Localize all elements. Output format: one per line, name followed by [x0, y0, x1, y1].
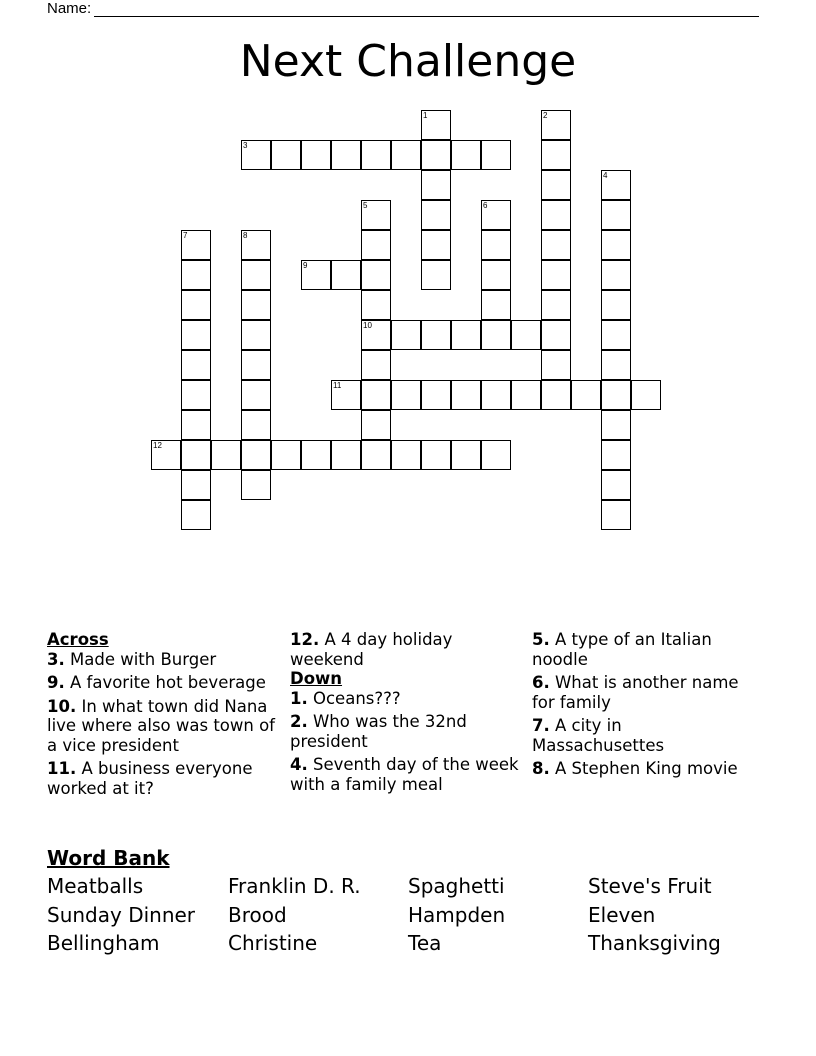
grid-cell[interactable] — [421, 170, 451, 200]
grid-cell[interactable] — [181, 380, 211, 410]
clue-text: A 4 day holiday weekend — [290, 630, 453, 669]
clue-number: 12. — [290, 630, 320, 649]
word-bank-item: Christine — [228, 931, 318, 955]
grid-cell[interactable] — [511, 320, 541, 350]
grid-cell[interactable] — [601, 230, 631, 260]
grid-cell[interactable] — [391, 440, 421, 470]
clue-number: 11. — [47, 759, 77, 778]
clue — [532, 759, 742, 779]
clue — [47, 650, 277, 670]
grid-cell[interactable] — [511, 380, 541, 410]
clue-text: Oceans??? — [307, 688, 401, 708]
clue — [532, 673, 742, 712]
clue-number: 7. — [532, 716, 550, 735]
grid-cell[interactable] — [241, 260, 271, 290]
grid-cell[interactable] — [451, 140, 481, 170]
grid-cell[interactable] — [421, 110, 451, 140]
clues-column-1 — [47, 630, 277, 802]
grid-cell[interactable] — [151, 440, 181, 470]
grid-cell[interactable] — [541, 200, 571, 230]
grid-cell[interactable] — [601, 350, 631, 380]
grid-cell[interactable] — [181, 290, 211, 320]
grid-cell[interactable] — [421, 260, 451, 290]
word-bank-item: Steve's Fruit — [588, 874, 712, 898]
grid-cell[interactable] — [481, 200, 511, 230]
grid-cell[interactable] — [541, 380, 571, 410]
grid-cell[interactable] — [241, 290, 271, 320]
clue-text: Seventh day of the week with a family meal — [290, 755, 519, 794]
clue-text: Who was the 32nd president — [290, 712, 467, 751]
grid-cell[interactable] — [601, 470, 631, 500]
grid-cell[interactable] — [361, 290, 391, 320]
grid-cell[interactable] — [601, 290, 631, 320]
clue-number: 3 — [243, 141, 248, 150]
clue-number: 7 — [183, 231, 188, 240]
grid-cell[interactable] — [601, 170, 631, 200]
grid-cell[interactable] — [541, 110, 571, 140]
grid-cell[interactable] — [601, 440, 631, 470]
grid-cell[interactable] — [181, 350, 211, 380]
grid-cell[interactable] — [181, 440, 211, 470]
grid-cell[interactable] — [481, 260, 511, 290]
grid-cell[interactable] — [241, 470, 271, 500]
grid-cell[interactable] — [601, 260, 631, 290]
grid-cell[interactable] — [451, 320, 481, 350]
grid-cell[interactable] — [481, 380, 511, 410]
clue — [290, 630, 520, 669]
grid-cell[interactable] — [541, 140, 571, 170]
grid-cell[interactable] — [421, 200, 451, 230]
grid-cell[interactable] — [361, 260, 391, 290]
grid-cell[interactable] — [181, 470, 211, 500]
name-field[interactable] — [47, 0, 759, 17]
grid-cell[interactable] — [481, 140, 511, 170]
clues-column-2 — [290, 630, 520, 798]
clue-text: A city in Massachusettes — [532, 716, 665, 755]
grid-cell[interactable] — [541, 260, 571, 290]
grid-cell[interactable] — [181, 260, 211, 290]
clue — [532, 716, 742, 755]
grid-cell[interactable] — [211, 440, 241, 470]
clue-number: 2 — [543, 111, 548, 120]
clue — [290, 689, 520, 709]
grid-cell[interactable] — [541, 170, 571, 200]
name-line[interactable] — [94, 2, 759, 17]
clue-number: 3. — [47, 649, 65, 669]
clue-number: 9 — [303, 261, 308, 270]
clue-text: What is another name for family — [532, 673, 739, 712]
grid-cell[interactable] — [421, 140, 451, 170]
grid-cell[interactable] — [241, 410, 271, 440]
word-bank-item: Spaghetti — [408, 874, 505, 898]
grid-cell[interactable] — [331, 140, 361, 170]
grid-cell[interactable] — [181, 500, 211, 530]
grid-cell[interactable] — [421, 380, 451, 410]
grid-cell[interactable] — [241, 350, 271, 380]
grid-cell[interactable] — [541, 290, 571, 320]
grid-cell[interactable] — [361, 440, 391, 470]
grid-cell[interactable] — [481, 230, 511, 260]
clue-text: A Stephen King movie — [549, 759, 738, 778]
grid-cell[interactable] — [631, 380, 661, 410]
grid-cell[interactable] — [481, 290, 511, 320]
clue — [290, 755, 520, 794]
word-bank-title: Word Bank — [47, 846, 170, 870]
clue-text: In what town did Nana live where also was town of a vice president — [47, 696, 275, 755]
grid-cell[interactable] — [241, 440, 271, 470]
grid-cell[interactable] — [331, 440, 361, 470]
grid-cell[interactable] — [181, 320, 211, 350]
clue-number: 10 — [363, 321, 372, 330]
grid-cell[interactable] — [361, 200, 391, 230]
down-header: Down — [290, 669, 343, 688]
word-bank-item: Hampden — [408, 903, 506, 927]
clue-number: 12 — [153, 441, 162, 450]
clue-number: 8. — [532, 759, 550, 778]
grid-cell[interactable] — [241, 140, 271, 170]
grid-cell[interactable] — [331, 380, 361, 410]
word-bank-item: Eleven — [588, 903, 656, 927]
clue-number: 4 — [603, 171, 608, 180]
grid-cell[interactable] — [271, 440, 301, 470]
grid-cell[interactable] — [451, 440, 481, 470]
clue-number: 8 — [243, 231, 248, 240]
grid-cell[interactable] — [571, 380, 601, 410]
grid-cell[interactable] — [271, 140, 301, 170]
word-bank-item: Bellingham — [47, 931, 160, 955]
grid-cell[interactable] — [481, 320, 511, 350]
grid-cell[interactable] — [451, 380, 481, 410]
clue-number: 5. — [532, 630, 550, 649]
grid-cell[interactable] — [361, 410, 391, 440]
across-header: Across — [47, 630, 109, 649]
word-bank-item: Meatballs — [47, 874, 144, 898]
grid-cell[interactable] — [601, 410, 631, 440]
clue — [47, 759, 277, 798]
word-bank-item: Tea — [408, 931, 442, 955]
clue — [290, 712, 520, 751]
grid-cell[interactable] — [541, 320, 571, 350]
grid-cell[interactable] — [601, 200, 631, 230]
clue-text: A favorite hot beverage — [64, 673, 266, 692]
grid-cell[interactable] — [601, 320, 631, 350]
clue-number: 6. — [532, 673, 550, 692]
grid-cell[interactable] — [301, 260, 331, 290]
page-title: Next Challenge — [239, 36, 577, 87]
clue-number: 10. — [47, 696, 77, 716]
grid-cell[interactable] — [361, 320, 391, 350]
word-bank-item: Franklin D. R. — [228, 874, 361, 898]
name-label: Name: — [47, 0, 92, 17]
grid-cell[interactable] — [181, 230, 211, 260]
clue-number: 1 — [423, 111, 428, 120]
grid-cell[interactable] — [361, 140, 391, 170]
clue-number: 6 — [483, 201, 488, 210]
grid-cell[interactable] — [421, 440, 451, 470]
clues-column-3 — [532, 630, 742, 783]
word-bank-item: Thanksgiving — [588, 931, 721, 955]
clue-number: 11 — [333, 381, 342, 390]
grid-cell[interactable] — [391, 380, 421, 410]
grid-cell[interactable] — [601, 500, 631, 530]
clue — [47, 673, 277, 693]
clue-number: 1. — [290, 688, 308, 708]
grid-cell[interactable] — [421, 230, 451, 260]
clue-text: A business everyone worked at it? — [47, 759, 253, 798]
clue-text: Made with Burger — [64, 649, 217, 669]
grid-cell[interactable] — [541, 230, 571, 260]
grid-cell[interactable] — [241, 230, 271, 260]
grid-cell[interactable] — [331, 260, 361, 290]
clue — [532, 630, 742, 669]
grid-cell[interactable] — [481, 440, 511, 470]
clue — [47, 697, 277, 756]
grid-cell[interactable] — [361, 230, 391, 260]
clue-text: A type of an Italian noodle — [532, 630, 712, 669]
clue-number: 9. — [47, 673, 65, 692]
grid-cell[interactable] — [301, 440, 331, 470]
grid-cell[interactable] — [421, 320, 451, 350]
grid-cell[interactable] — [361, 380, 391, 410]
grid-cell[interactable] — [361, 350, 391, 380]
grid-cell[interactable] — [301, 140, 331, 170]
grid-cell[interactable] — [391, 140, 421, 170]
clue-number: 2. — [290, 712, 308, 731]
grid-cell[interactable] — [241, 320, 271, 350]
grid-cell[interactable] — [391, 320, 421, 350]
clue-number: 4. — [290, 755, 308, 774]
word-bank-item: Brood — [228, 903, 287, 927]
grid-cell[interactable] — [541, 350, 571, 380]
word-bank-item: Sunday Dinner — [47, 903, 196, 927]
grid-cell[interactable] — [241, 380, 271, 410]
grid-cell[interactable] — [181, 410, 211, 440]
grid-cell[interactable] — [601, 380, 631, 410]
clue-number: 5 — [363, 201, 368, 210]
